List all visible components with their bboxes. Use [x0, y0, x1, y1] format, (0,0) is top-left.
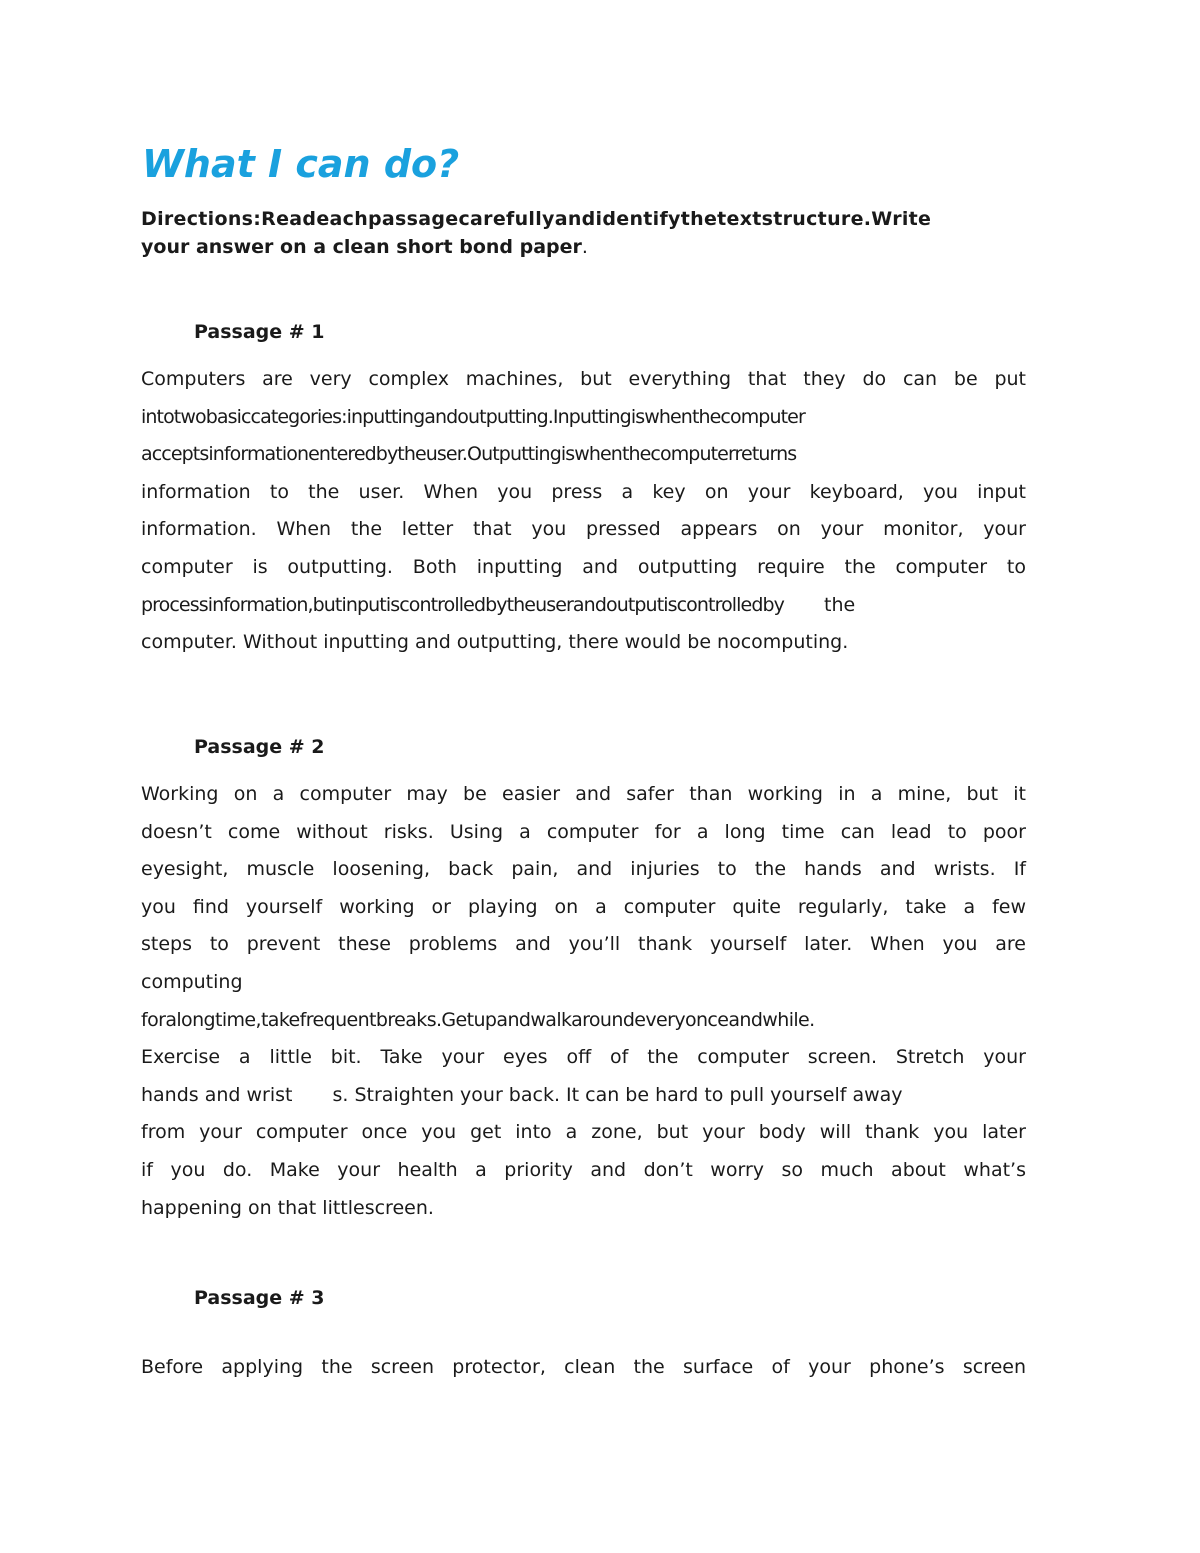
- passage-2-line: you find yourself working or playing on a computer quite regularly, take a few: [141, 895, 1026, 918]
- passage-1-line-part: processinformation,butinputiscontrolledbytheuserandoutputiscontrolledby: [141, 593, 785, 616]
- passage-2-line: happening on that littlescreen.: [141, 1196, 434, 1219]
- passage-1-line: information. When the letter that you pressed appears on your monitor, your: [141, 518, 1026, 541]
- passage-2-line: from your computer once you get into a zone, but your body will thank you later: [141, 1121, 1026, 1144]
- passage-2-line: if you do. Make your health a priority and don’t worry so much about what’s: [141, 1158, 1026, 1181]
- passage-1-line: information to the user. When you press a key on your keyboard, you input: [141, 480, 1026, 503]
- passage-1-line: computer is outputting. Both inputting and outputting require the computer to: [141, 555, 1026, 578]
- passage-2-line: eyesight, muscle loosening, back pain, and injuries to the hands and wrists. If: [141, 858, 1026, 881]
- passage-1-line: Computers are very complex machines, but everything that they do can be put: [141, 368, 1026, 390]
- passage-3-heading: Passage # 3: [194, 1287, 325, 1309]
- passage-2-line: [141, 1077, 1026, 1115]
- directions-line-2: [141, 233, 1026, 261]
- passage-1-line-part: the: [824, 593, 856, 616]
- directions-line-1: Directions:Readeachpassagecarefullyandidentifythetextstructure.Write: [141, 208, 932, 230]
- passage-3-text: [141, 1349, 1026, 1387]
- passage-2-line: foralongtime,takefrequentbreaks.Getupandwalkaroundeveryonceandwhile.: [141, 1008, 815, 1031]
- passage-2-heading: Passage # 2: [194, 736, 325, 758]
- passage-2-line: doesn’t come without risks. Using a computer for a long time can lead to poor: [141, 820, 1026, 843]
- passage-2-line: steps to prevent these problems and you’ll thank yourself later. When you are: [141, 933, 1026, 956]
- directions: [141, 205, 1026, 261]
- passage-2-line: computing: [141, 970, 243, 993]
- page-title: What I can do?: [142, 142, 460, 186]
- passage-2-text: [141, 776, 1026, 1227]
- passage-2-line-part: hands and wrist: [141, 1083, 293, 1106]
- passage-1-line: computer. Without inputting and outputting, there would be nocomputing.: [141, 631, 849, 654]
- passage-2-line: Working on a computer may be easier and safer than working in a mine, but it: [141, 783, 1026, 805]
- directions-line-2-period: .: [581, 236, 588, 258]
- passage-1-line: intotwobasiccategories:inputtingandoutputting.Inputtingiswhenthecomputer: [141, 405, 805, 428]
- directions-line-2-text: your answer on a clean short bond paper: [141, 236, 582, 258]
- passage-2-line: Exercise a little bit. Take your eyes off of the computer screen. Stretch your: [141, 1046, 1026, 1069]
- passage-2-line-part: s. Straighten your back. It can be hard to pull yourself away: [332, 1083, 903, 1106]
- passage-1-text: [141, 361, 1026, 662]
- passage-1-heading: Passage # 1: [194, 321, 325, 343]
- passage-3-line: Before applying the screen protector, clean the surface of your phone’s screen: [141, 1356, 1026, 1378]
- passage-1-line: acceptsinformationenteredbytheuser.Outputtingiswhenthecomputerreturns: [141, 443, 797, 466]
- passage-1-line: [141, 587, 1026, 625]
